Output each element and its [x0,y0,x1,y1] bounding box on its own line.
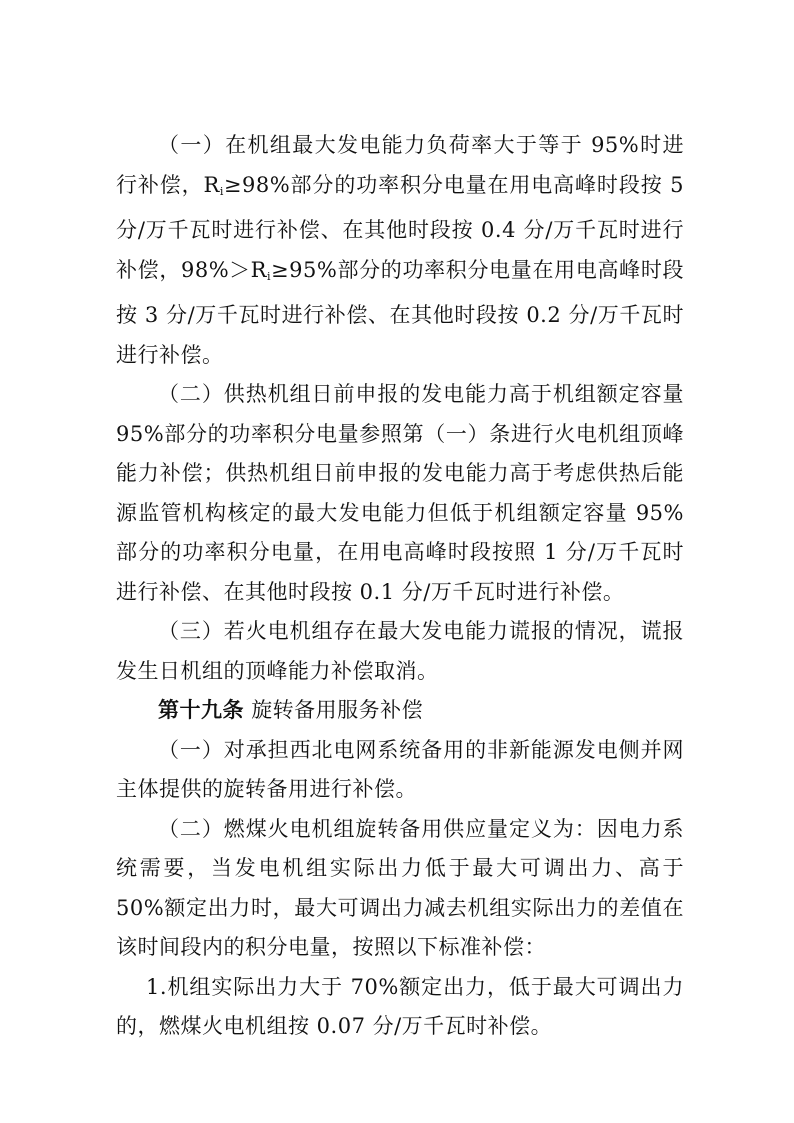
paragraph-compensation-standard-1: 1.机组实际出力大于 70%额定出力，低于最大可调出力的，燃煤火电机组按 0.07 分/万千瓦时补偿。 [116,974,684,1038]
paragraph-text-part-a: （一）在机组最大发电能力负荷率大于等于 95%时进行补偿，R [116,133,684,197]
document-body [116,126,684,1047]
subscript-i: i [219,184,224,198]
subscript-i: i [267,269,272,283]
paragraph-peak-capacity-compensation [116,126,684,375]
article-title: 旋转备用服务补偿 [251,698,424,722]
paragraph-spinning-reserve-scope: （一）对承担西北电网系统备用的非新能源发电侧并网主体提供的旋转备用进行补偿。 [116,737,684,801]
paragraph-spinning-reserve-definition: （二）燃煤火电机组旋转备用供应量定义为：因电力系统需要，当发电机组实际出力低于最大可调出力、高于 50%额定出力时，最大可调出力减去机组实际出力的差值在该时间段内的积分电量，按照以下标准补偿： [116,816,684,959]
article-heading [116,691,684,731]
paragraph-text-part-c: ≥95%部分的功率积分电量在用电高峰时段按 3 分/万千瓦时进行补偿、在其他时段按 0.2 分/万千瓦时进行补偿。 [116,257,684,367]
paragraph-heating-units: （二）供热机组日前申报的发电能力高于机组额定容量 95%部分的功率积分电量参照第（一）条进行火电机组顶峰能力补偿；供热机组日前申报的发电能力高于考虑供热后能源监管机构核定的最大发电能力但低于机组额定容量 95%部分的功率积分电量，在用电高峰时段按照 1 分/万千瓦时进行补偿、在其他时段按 0.1 分/万千瓦时进行补偿。 [116,382,684,604]
paragraph-false-reporting: （三）若火电机组存在最大发电能力谎报的情况，谎报发生日机组的顶峰能力补偿取消。 [116,619,684,683]
paragraph-text-part-b: ≥98%部分的功率积分电量在用电高峰时段按 5 分/万千瓦时进行补偿、在其他时段按 0.4 分/万千瓦时进行补偿，98%＞R [116,172,685,282]
article-number: 第十九条 [158,698,244,722]
